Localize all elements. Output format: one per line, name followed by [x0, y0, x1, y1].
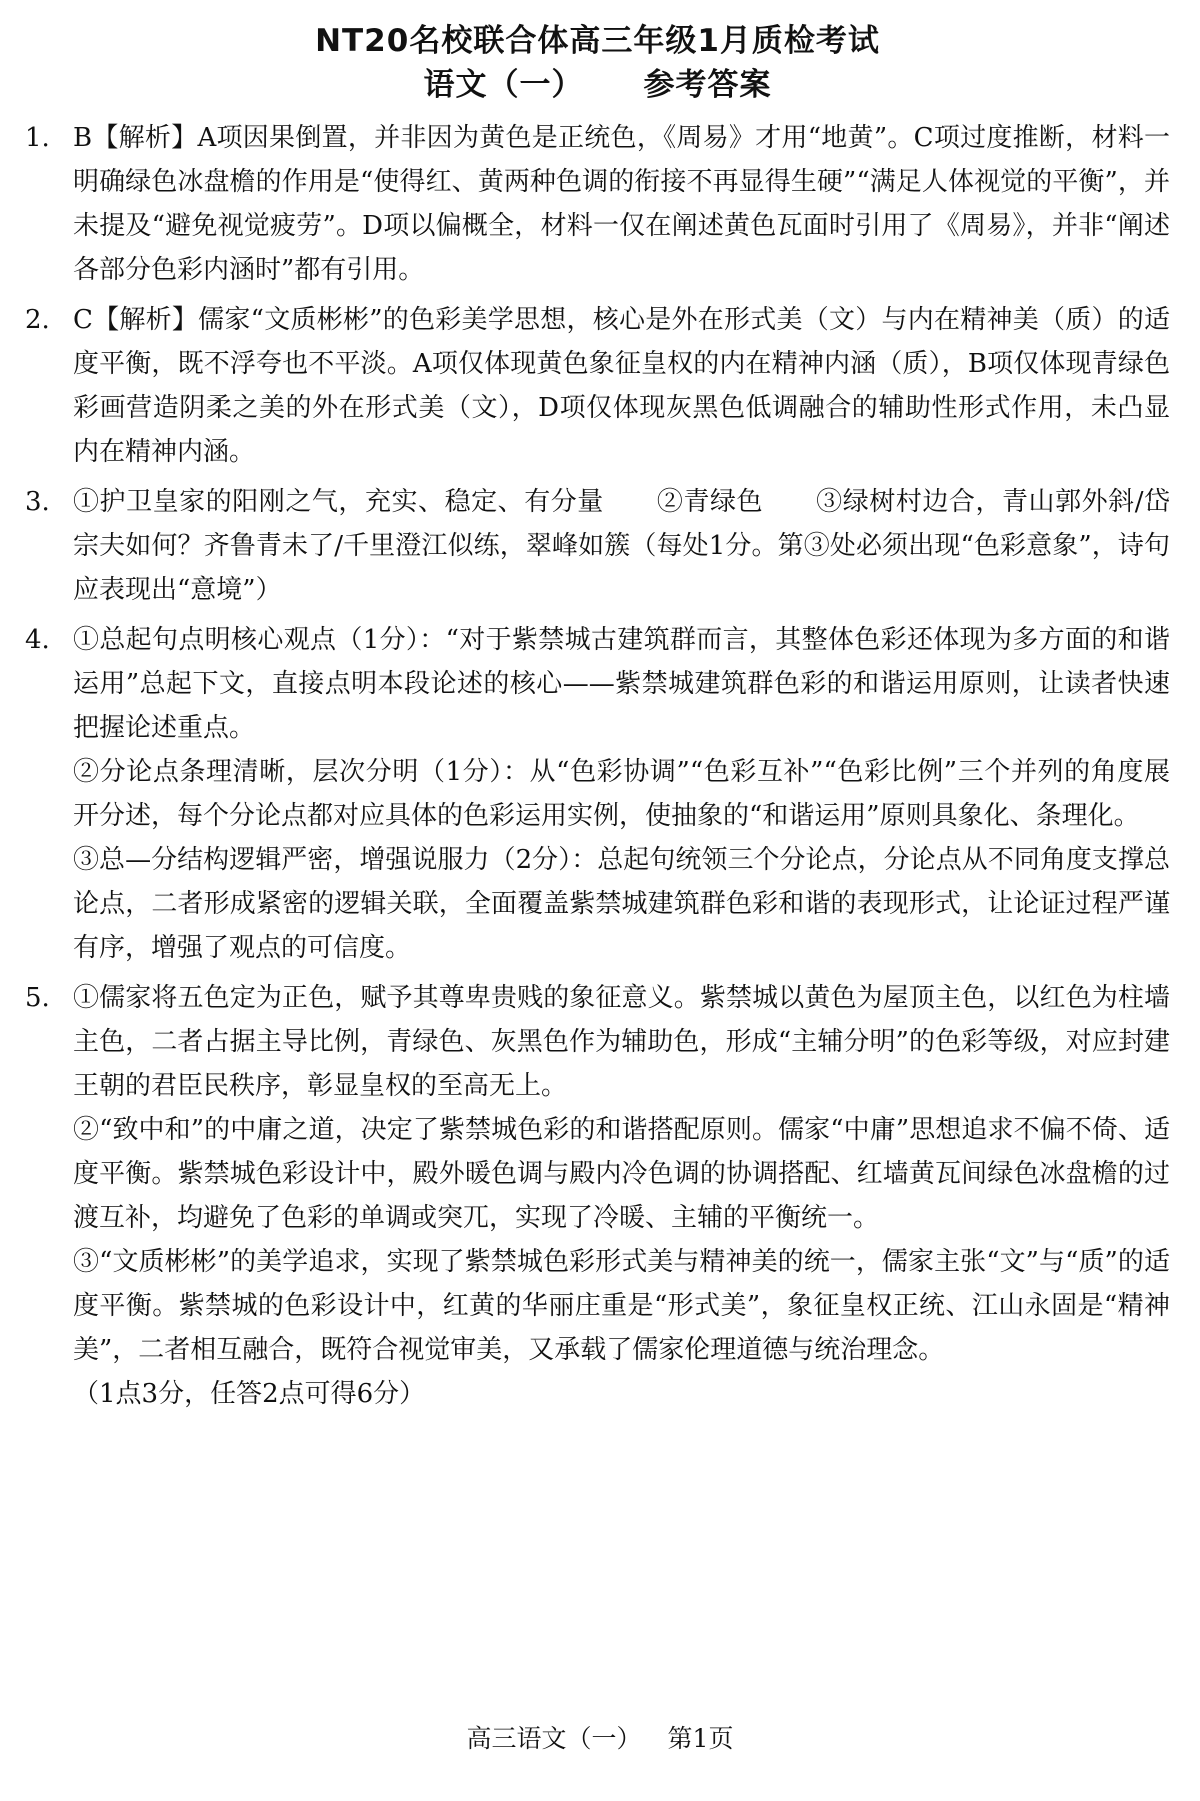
answer-paragraph: （1点3分，任答2点可得6分）: [73, 1379, 426, 1409]
page-title: NT20名校联合体高三年级1月质检考试: [315, 23, 880, 59]
answer-item: [25, 298, 1170, 474]
answer-number: 5.: [25, 983, 50, 1013]
answer-item: [25, 116, 1170, 292]
page-subtitle: [25, 64, 1170, 106]
answer-paragraph: C【解析】儒家“文质彬彬”的色彩美学思想，核心是外在形式美（文）与内在精神美（质）的适度平衡，既不浮夸也不平淡。A项仅体现黄色象征皇权的内在精神内涵（质），B项仅体现青绿色彩画营造阴柔之美的外在形式美（文），D项仅体现灰黑色低调融合的辅助性形式作用，未凸显内在精神内涵。: [73, 305, 1170, 467]
answer-number: 2.: [25, 305, 50, 335]
answer-content: [73, 116, 1170, 292]
answer-paragraph: ②分论点条理清晰，层次分明（1分）：从“色彩协调”“色彩互补”“色彩比例”三个并列的角度展开分述，每个分论点都对应具体的色彩运用实例，使抽象的“和谐运用”原则具象化、条理化。: [73, 757, 1170, 831]
answer-paragraph: B【解析】A项因果倒置，并非因为黄色是正统色，《周易》才用“地黄”。C项过度推断，材料一明确绿色冰盘檐的作用是“使得红、黄两种色调的衔接不再显得生硬”“满足人体视觉的平衡”，并未提及“避免视觉疲劳”。D项以偏概全，材料一仅在阐述黄色瓦面时引用了《周易》，并非“阐述各部分色彩内涵时”都有引用。: [73, 123, 1170, 285]
footer-page-number: 第1页: [667, 1724, 734, 1753]
answer-item: [25, 976, 1170, 1416]
page-footer: [0, 1722, 1200, 1756]
answer-number: 3.: [25, 487, 50, 517]
answer-number: 1.: [25, 123, 50, 153]
footer-subject: 高三语文（一）: [466, 1724, 642, 1753]
answer-paragraph: ①总起句点明核心观点（1分）：“对于紫禁城古建筑群而言，其整体色彩还体现为多方面的和谐运用”总起下文，直接点明本段论述的核心——紫禁城建筑群色彩的和谐运用原则，让读者快速把握论述重点。: [73, 625, 1170, 743]
subtitle-answers: 参考答案: [643, 67, 772, 103]
subtitle-subject: 语文（一）: [423, 67, 584, 103]
answer-paragraph: ①儒家将五色定为正色，赋予其尊卑贵贱的象征意义。紫禁城以黄色为屋顶主色，以红色为柱墙主色，二者占据主导比例，青绿色、灰黑色作为辅助色，形成“主辅分明”的色彩等级，对应封建王朝的君臣民秩序，彰显皇权的至高无上。: [73, 983, 1170, 1101]
answer-number: 4.: [25, 625, 50, 655]
answer-paragraph: ③“文质彬彬”的美学追求，实现了紫禁城色彩形式美与精神美的统一，儒家主张“文”与“质”的适度平衡。紫禁城的色彩设计中，红黄的华丽庄重是“形式美”，象征皇权正统、江山永固是“精神美”，二者相互融合，既符合视觉审美，又承载了儒家伦理道德与统治理念。: [73, 1247, 1170, 1365]
answer-paragraph: ①护卫皇家的阳刚之气，充实、稳定、有分量 ②青绿色 ③绿树村边合，青山郭外斜/岱宗夫如何？齐鲁青未了/千里澄江似练，翠峰如簇（每处1分。第③处必须出现“色彩意象”，诗句应表现出“意境”）: [73, 487, 1170, 605]
answer-content: [73, 976, 1170, 1416]
answer-item: [25, 618, 1170, 970]
answer-paragraph: ②“致中和”的中庸之道，决定了紫禁城色彩的和谐搭配原则。儒家“中庸”思想追求不偏不倚、适度平衡。紫禁城色彩设计中，殿外暖色调与殿内冷色调的协调搭配、红墙黄瓦间绿色冰盘檐的过渡互补，均避免了色彩的单调或突兀，实现了冷暖、主辅的平衡统一。: [73, 1115, 1170, 1233]
answer-content: [73, 618, 1170, 970]
answer-content: [73, 298, 1170, 474]
answer-paragraph: ③总—分结构逻辑严密，增强说服力（2分）：总起句统领三个分论点，分论点从不同角度支撑总论点，二者形成紧密的逻辑关联，全面覆盖紫禁城建筑群色彩和谐的表现形式，让论证过程严谨有序，增强了观点的可信度。: [73, 845, 1170, 963]
answer-list: [25, 116, 1170, 1416]
answer-item: [25, 480, 1170, 612]
answer-content: [73, 480, 1170, 612]
